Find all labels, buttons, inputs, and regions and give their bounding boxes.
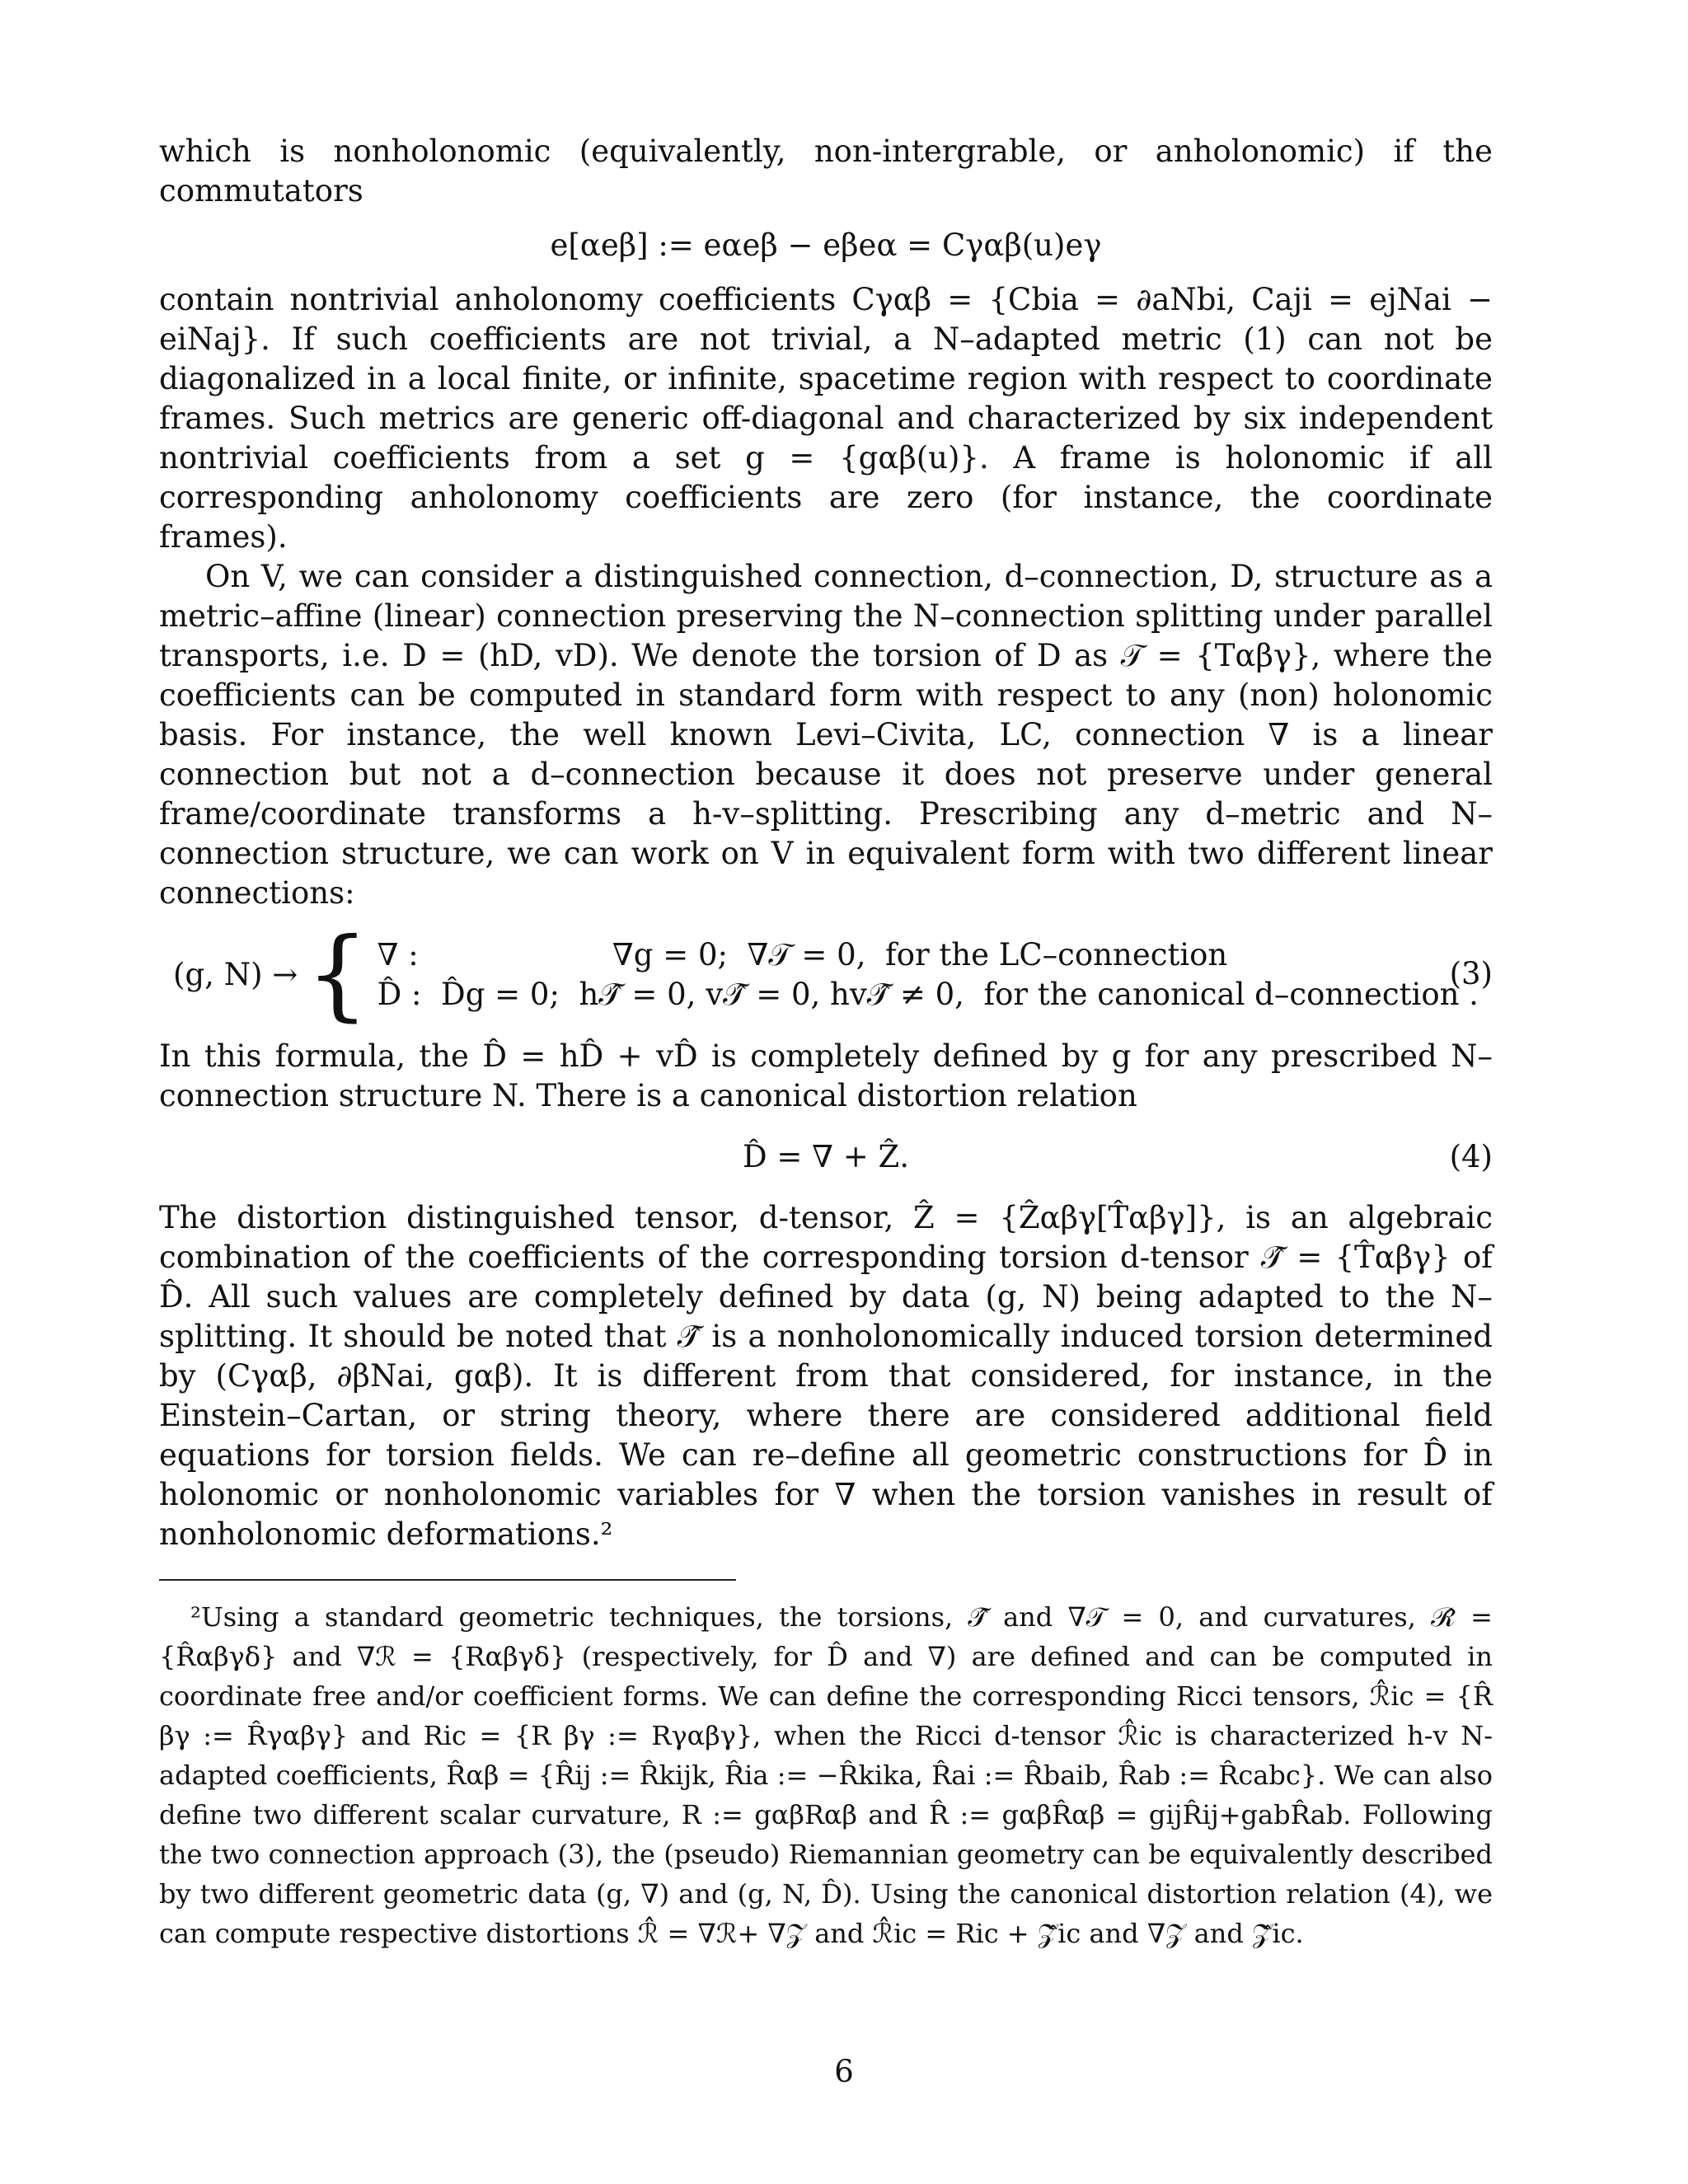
footnote-2: ²Using a standard geometric techniques, the torsions, 𝒯̂ and ∇𝒯 = 0, and curvatures, ℛ̂ = {R̂αβγδ} and ∇ℛ = {Rαβγδ} (respectively, for D̂ and ∇) are defined and can be computed in coordinate free and/or coefficient forms. We can define the corresponding Ricci tensors, ℛ̂ic = {R̂ βγ := R̂γαβγ} and Ric = {R βγ := Rγαβγ}, when the Ricci d-tensor ℛ̂ic is characterized h-v N-adapted coefficients, R̂αβ = {R̂ij := R̂kijk, R̂ia := −R̂kika, R̂ai := R̂baib, R̂ab := R̂cabc}. We can also define two different scalar curvature, R := gαβRαβ and R̂ := gαβR̂αβ = gijR̂ij+gabR̂ab. Following the two connection approach (3), the (pseudo) Riemannian geometry can be equivalently described by two different geometric data (g, ∇) and (g, N, D̂). Using the canonical distortion relation (4), we can compute respective distortions ℛ̂ = ∇ℛ+ ∇𝒵 and ℛ̂ic = Ric + 𝒵̂ic and ∇𝒵 and 𝒵̂ic. xyxy=(159,1601,1493,1949)
page-body xyxy=(159,132,1493,1953)
paragraph-1: which is nonholonomic (equivalently, non-intergrable, or anholonomic) if the commutators xyxy=(159,134,1493,209)
equation-3-row-1: ∇ : ∇g = 0; ∇𝒯 = 0, for the LC–connection xyxy=(377,937,1228,972)
paragraph-5: The distortion distinguished tensor, d-tensor, Ẑ = {Ẑαβγ[T̂αβγ]}, is an algebraic combination of the coefficients of the corresponding torsion d-tensor 𝒯̂ = {T̂αβγ} of D̂. All such values are completely defined by data (g, N) being adapted to the N–splitting. It should be noted that 𝒯̂ is a nonholonomically induced torsion determined by (Cγαβ, ∂βNai, gαβ). It is different from that considered, for instance, in the Einstein–Cartan, or string theory, where there are considered additional field equations for torsion fields. We can re–define all geometric constructions for D̂ in holonomic or nonholonomic variables for ∇ when the torsion vanishes in result of nonholonomic deformations.² xyxy=(159,1200,1493,1552)
paragraph-3: On V, we can consider a distinguished connection, d–connection, D, structure as a metric–affine (linear) connection preserving the N–connection splitting under parallel transports, i.e. D = (hD, vD). We denote the torsion of D as 𝒯 = {Tαβγ}, where the coefficients can be computed in standard form with respect to any (non) holonomic basis. For instance, the well known Levi–Civita, LC, connection ∇ is a linear connection but not a d–connection because it does not preserve under general frame/coordinate transforms a h-v–splitting. Prescribing any d–metric and N–connection structure, we can work on V in equivalent form with two different linear connections: xyxy=(159,559,1493,911)
equation-3-number: (3) xyxy=(1449,956,1493,991)
equation-4-text: D̂ = ∇ + Ẑ. xyxy=(742,1139,910,1174)
equation-3-row-2: D̂ : D̂g = 0; h𝒯̂ = 0, v𝒯̂ = 0, hv𝒯̂ ≠ 0, for the canonical d–connection . xyxy=(377,977,1479,1012)
equation-3 xyxy=(159,917,1493,1032)
footnote-divider xyxy=(159,1579,736,1581)
left-brace-icon: { xyxy=(306,917,369,1032)
page-number: 6 xyxy=(834,2054,854,2089)
equation-3-lhs: (g, N) → xyxy=(173,957,298,992)
equation-commutator-text: e[αeβ] := eαeβ − eβeα = Cγαβ(u)eγ xyxy=(550,227,1102,263)
equation-commutator xyxy=(159,226,1493,265)
equation-3-rows xyxy=(377,935,1479,1015)
equation-4-number: (4) xyxy=(1449,1139,1493,1174)
equation-3-cases xyxy=(159,917,1493,1032)
equation-4 xyxy=(159,1137,1493,1177)
paragraph-2: contain nontrivial anholonomy coefficients Cγαβ = {Cbia = ∂aNbi, Caji = ejNai − eiNaj}. If such coefficients are not trivial, a N–adapted metric (1) can not be diagonalized in a local finite, or infinite, spacetime region with respect to coordinate frames. Such metrics are generic off-diagonal and characterized by six independent nontrivial coefficients from a set g = {gαβ(u)}. A frame is holonomic if all corresponding anholonomy coefficients are zero (for instance, the coordinate frames). xyxy=(159,282,1493,555)
paragraph-4: In this formula, the D̂ = hD̂ + vD̂ is completely defined by g for any prescribed N–connection structure N. There is a canonical distortion relation xyxy=(159,1038,1493,1113)
